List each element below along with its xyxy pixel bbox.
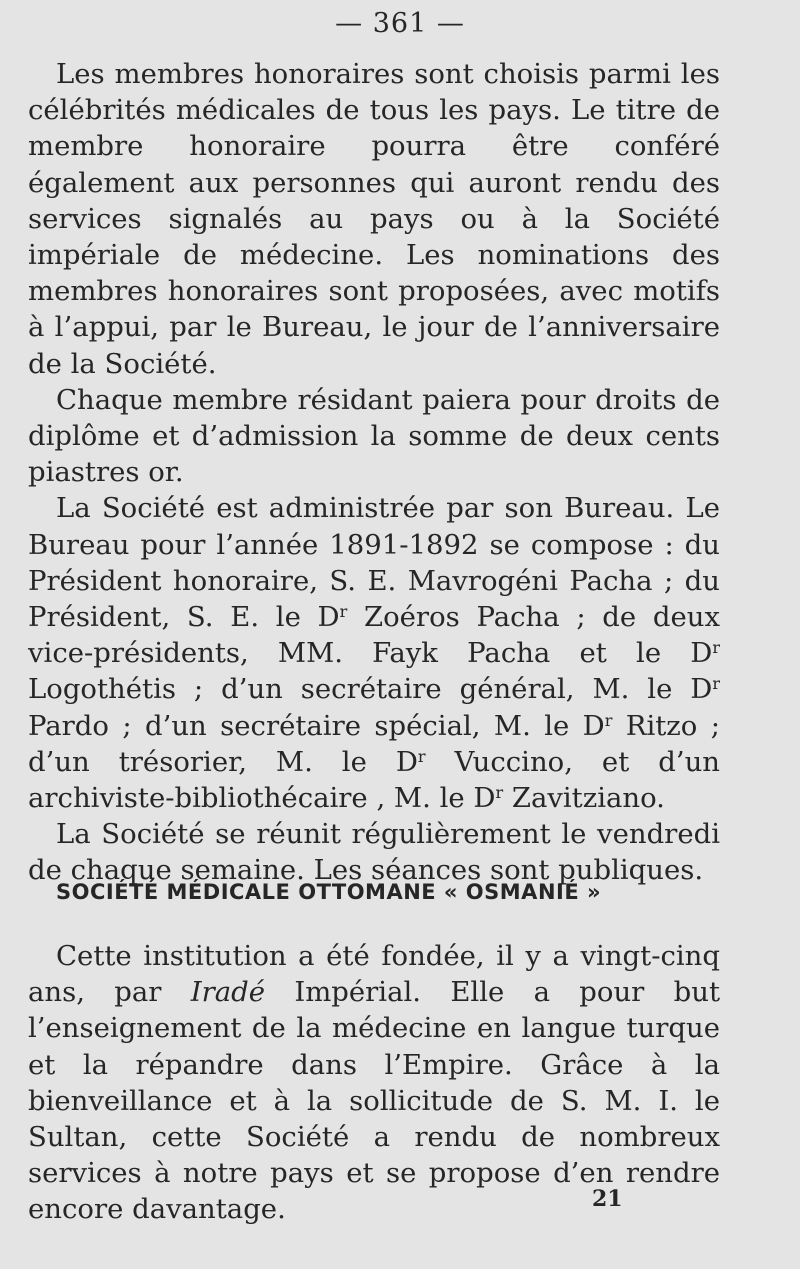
osmanie-emphasis: Iradé [190,976,266,1009]
paragraph-meetings: La Société se réunit régulièrement le vendredi de chaque semaine. Les séances sont publiques. [28,818,720,887]
bureau-text-6: Vuccino, et d’un archiviste-bibliothécaire , M. le D [28,745,720,815]
section-heading: SOCIÉTÉ MÉDICALE OTTOMANE « OSMANIÉ » [56,880,602,904]
superscript-r: r [604,710,613,730]
section-text [28,938,720,1228]
osmanie-text-1: Cette institution a été fondée, il y a vingt-cinq ans, par [28,940,720,1009]
superscript-r: r [495,783,504,803]
bureau-text-4: Pardo ; d’un secrétaire spécial, M. le D [28,709,605,742]
superscript-r: r [712,638,720,658]
page-number: — 361 — [335,8,465,39]
signature-mark: 21 [592,1186,623,1212]
bureau-text-2: Zoéros Pacha ; de deux vice-présidents, MM. Fayk Pacha et le D [28,601,721,670]
main-text [28,56,720,889]
paragraph-diploma-fees: Chaque membre résidant paiera pour droits de diplôme et d’admission la somme de deux cents piastres or. [28,383,720,489]
bureau-text-7: Zavitziano. [503,782,665,815]
superscript-r: r [417,746,426,766]
bureau-text-5: Ritzo ; d’un trésorier, M. le D [28,709,720,778]
superscript-r: r [339,602,348,622]
superscript-r: r [712,674,720,694]
paragraph-osmanie [28,938,720,1228]
paragraph-bureau [28,490,720,816]
bureau-text-1: La Société est administrée par son Bureau. Le Bureau pour l’année 1891-1892 se compose : du Président honoraire, S. E. Mavrogéni Pacha ; du Président, S. E. le D [28,492,720,634]
bureau-text-3: Logothétis ; d’un secrétaire général, M. le D [28,673,713,706]
paragraph-honorary-members: Les membres honoraires sont choisis parmi les célébrités médicales de tous les pays. Le titre de membre honoraire pourra être conféré également aux personnes qui auront rendu des services signalés au pays ou à la Société impériale de médecine. Les nominations des membres honoraires sont proposées, avec motifs à l’appui, par le Bureau, le jour de l’anniversaire de la Société. [28,58,720,380]
osmanie-text-2: Impérial. Elle a pour but l’enseignement de la médecine en langue turque et la répandre dans l’Empire. Grâce à la bienveillance et à la sollicitude de S. M. I. le Sultan, cette Société a rendu de nombreux services à notre pays et se propose d’en rendre encore davantage. [28,976,720,1226]
